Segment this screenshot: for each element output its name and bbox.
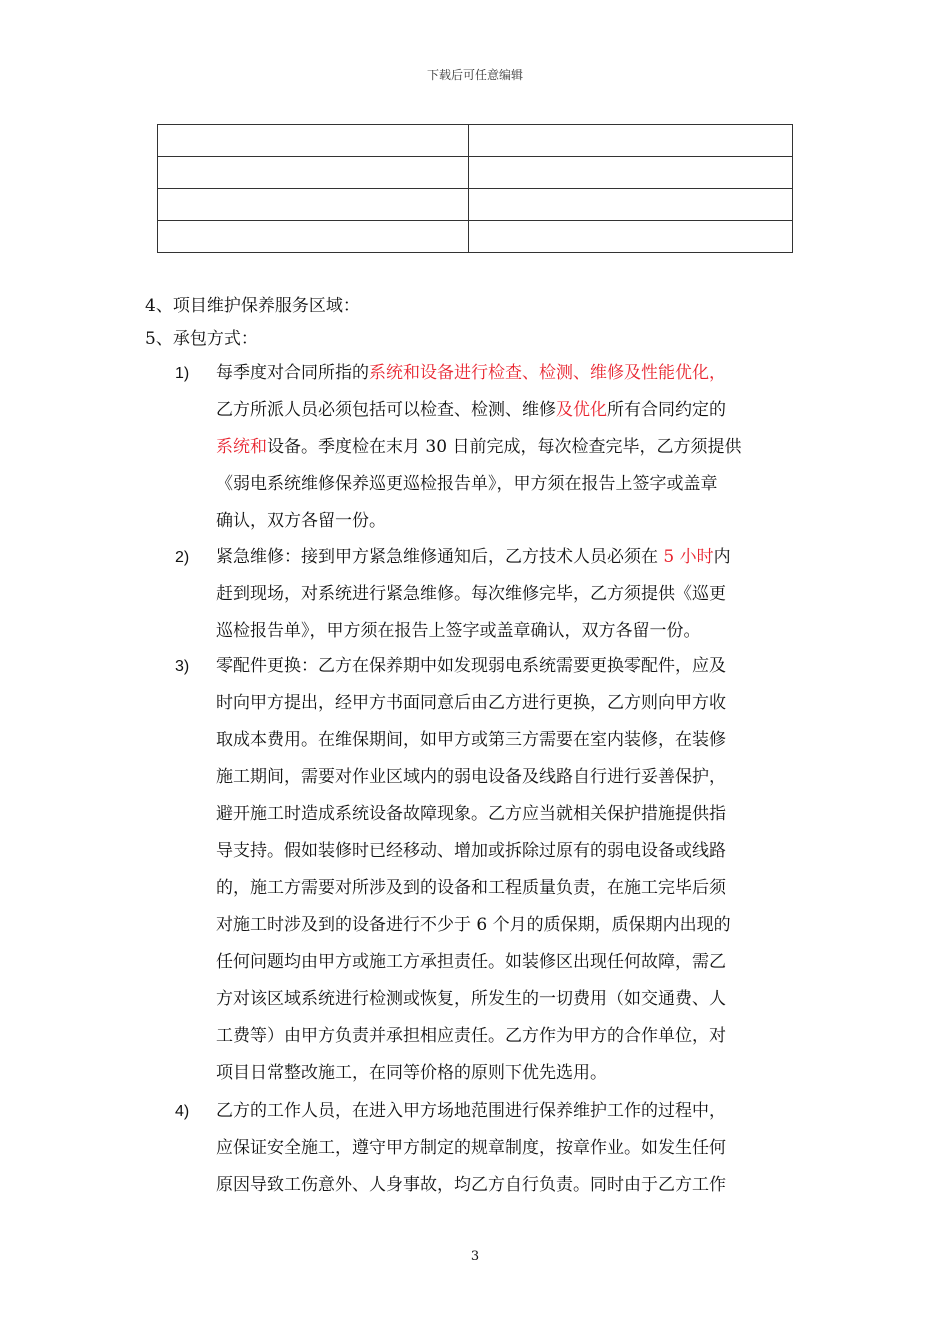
text-line: [216, 1167, 806, 1204]
text-line: [216, 907, 806, 944]
text-segment: 任何问题均由甲方或施工方承担责任。如装修区出现任何故障，需乙: [216, 952, 726, 972]
text-segment: 方对该区域系统进行检测或恢复，所发生的一切费用（如交通费、人: [216, 989, 726, 1009]
text-line: [216, 944, 806, 981]
table-cell: [158, 125, 469, 157]
text-segment: 施工期间，需要对作业区域内的弱电设备及线路自行进行妥善保护，: [216, 767, 726, 787]
item-text: [216, 355, 806, 540]
section-5-heading: 5、承包方式：: [145, 329, 258, 349]
table-cell: [158, 157, 469, 189]
text-line: [216, 1055, 806, 1092]
text-line: [216, 648, 806, 685]
text-segment: 项目日常整改施工，在同等价格的原则下优先选用。: [216, 1063, 607, 1083]
text-line: [216, 722, 806, 759]
text-segment: 《弱电系统维修保养巡更巡检报告单》，甲方须在报告上签字或盖章: [216, 474, 718, 494]
table-cell: [469, 189, 793, 221]
highlighted-text: 系统和: [216, 437, 267, 457]
text-line: [216, 759, 806, 796]
text-line: [216, 685, 806, 722]
text-segment: 乙方所派人员必须包括可以检查、检测、维修: [216, 400, 556, 420]
item-text: [216, 1093, 806, 1204]
table-row: [158, 221, 793, 253]
text-line: [216, 981, 806, 1018]
item-number: 2): [175, 549, 190, 566]
text-segment: 导支持。假如装修时已经移动、增加或拆除过原有的弱电设备或线路: [216, 841, 726, 861]
blank-table: [157, 124, 793, 253]
text-line: [216, 576, 806, 613]
table-cell: [469, 157, 793, 189]
text-segment: 避开施工时造成系统设备故障现象。乙方应当就相关保护措施提供指: [216, 804, 726, 824]
text-line: [216, 539, 806, 576]
table-cell: [469, 125, 793, 157]
text-segment: 乙方的工作人员，在进入甲方场地范围进行保养维护工作的过程中，: [216, 1101, 726, 1121]
text-segment: 紧急维修：接到甲方紧急维修通知后，乙方技术人员必须在: [216, 547, 664, 567]
item-number: 3): [175, 658, 190, 675]
text-line: [216, 613, 806, 650]
text-segment: 内: [713, 547, 731, 567]
highlighted-text: 5 小时: [663, 547, 714, 567]
text-segment: 应保证安全施工，遵守甲方制定的规章制度，按章作业。如发生任何: [216, 1138, 726, 1158]
text-segment: 巡检报告单》，甲方须在报告上签字或盖章确认，双方各留一份。: [216, 621, 701, 641]
text-line: [216, 870, 806, 907]
text-line: [216, 833, 806, 870]
text-segment: 原因导致工伤意外、人身事故，均乙方自行负责。同时由于乙方工作: [216, 1175, 726, 1195]
highlighted-text: 系统和设备进行检查、检测、维修及性能优化，: [369, 363, 726, 383]
table-cell: [158, 221, 469, 253]
text-line: [216, 466, 806, 503]
text-segment: 工费等）由甲方负责并承担相应责任。乙方作为甲方的合作单位，对: [216, 1026, 726, 1046]
text-segment: 零配件更换：乙方在保养期中如发现弱电系统需要更换零配件，应及: [216, 656, 726, 676]
section-4-heading: 4、项目维护保养服务区域：: [145, 296, 360, 316]
table-cell: [158, 189, 469, 221]
text-segment: 所有合同约定的: [607, 400, 726, 420]
page-header: 下载后可任意编辑: [426, 68, 523, 82]
text-line: [216, 1018, 806, 1055]
item-text: [216, 648, 806, 1092]
text-line: [216, 1093, 806, 1130]
text-segment: 的，施工方需要对所涉及到的设备和工程质量负责，在施工完毕后须: [216, 878, 726, 898]
text-line: [216, 503, 806, 540]
item-number: 1): [175, 365, 190, 382]
table-row: [158, 189, 793, 221]
text-line: [216, 392, 806, 429]
text-segment: 赶到现场，对系统进行紧急维修。每次维修完毕，乙方须提供《巡更: [216, 584, 726, 604]
page-number: 3: [470, 1249, 480, 1264]
item-number: 4): [175, 1103, 190, 1120]
text-line: [216, 796, 806, 833]
highlighted-text: 及优化: [556, 400, 607, 420]
item-text: [216, 539, 806, 650]
text-segment: 确认，双方各留一份。: [216, 511, 386, 531]
text-segment: 时向甲方提出，经甲方书面同意后由乙方进行更换，乙方则向甲方收: [216, 693, 726, 713]
table-row: [158, 157, 793, 189]
text-line: [216, 355, 806, 392]
table-cell: [469, 221, 793, 253]
text-line: [216, 429, 806, 466]
table-row: [158, 125, 793, 157]
text-line: [216, 1130, 806, 1167]
text-segment: 对施工时涉及到的设备进行不少于 6 个月的质保期，质保期内出现的: [216, 915, 731, 935]
text-segment: 每季度对合同所指的: [216, 363, 369, 383]
text-segment: 设备。季度检在末月 30 日前完成，每次检查完毕，乙方须提供: [267, 437, 742, 457]
text-segment: 取成本费用。在维保期间，如甲方或第三方需要在室内装修，在装修: [216, 730, 726, 750]
